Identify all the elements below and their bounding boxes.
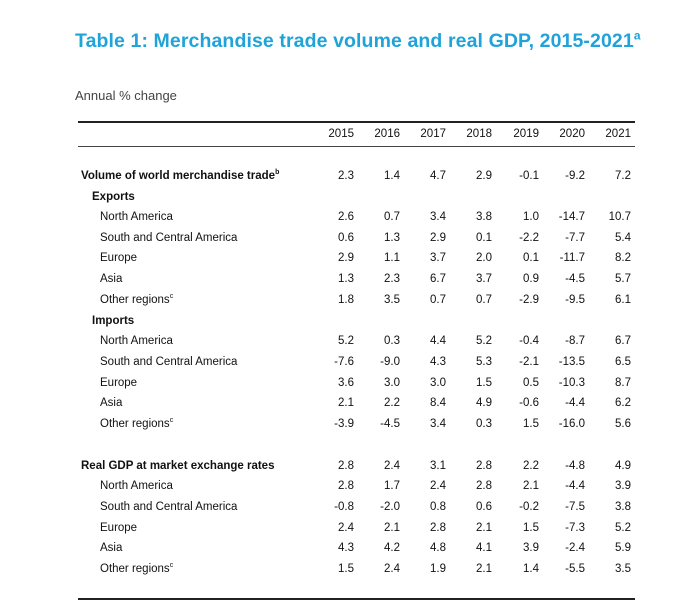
table-cell: 3.9 — [523, 542, 539, 554]
column-header: 2017 — [420, 128, 446, 140]
table-cell: 0.8 — [430, 501, 446, 513]
table-cell: 3.5 — [615, 563, 631, 575]
row-label — [100, 269, 122, 289]
table-cell: -7.5 — [565, 501, 585, 513]
table-cell: 6.1 — [615, 294, 631, 306]
row-label — [100, 207, 173, 227]
table-cell: -9.5 — [565, 294, 585, 306]
table-cell: 2.4 — [338, 522, 354, 534]
table-cell: 3.7 — [476, 273, 492, 285]
table-cell: 3.6 — [338, 377, 354, 389]
table-cell: 1.1 — [384, 252, 400, 264]
table-cell: 4.9 — [615, 460, 631, 472]
column-header: 2016 — [374, 128, 400, 140]
row-label — [92, 187, 135, 207]
table-cell: -0.1 — [519, 170, 539, 182]
table-cell: 2.8 — [430, 522, 446, 534]
table-header-row — [0, 124, 681, 144]
table-row — [0, 476, 681, 496]
table-cell: -11.7 — [559, 252, 585, 264]
table-cell: -0.2 — [519, 501, 539, 513]
table-cell: 4.8 — [430, 542, 446, 554]
table-cell: 6.5 — [615, 356, 631, 368]
table-cell: -2.1 — [519, 356, 539, 368]
table-cell: 0.7 — [476, 294, 492, 306]
table-cell: 8.7 — [615, 377, 631, 389]
row-label-text: Other regions — [100, 563, 170, 575]
table-cell: 5.2 — [338, 335, 354, 347]
table-top-rule — [78, 121, 635, 123]
row-label-text: Other regions — [100, 418, 170, 430]
table-cell: 1.5 — [476, 377, 492, 389]
table-cell: 4.9 — [476, 397, 492, 409]
row-label — [100, 331, 173, 351]
table-cell: 2.1 — [476, 522, 492, 534]
table-cell: -4.5 — [380, 418, 400, 430]
section-row — [0, 166, 681, 186]
row-label-text: North America — [100, 480, 173, 492]
table-cell: 5.9 — [615, 542, 631, 554]
table-cell: 1.5 — [338, 563, 354, 575]
table-cell: 0.3 — [384, 335, 400, 347]
table-cell: 6.7 — [615, 335, 631, 347]
table-row — [0, 352, 681, 372]
table-cell: 2.9 — [476, 170, 492, 182]
row-label-text: North America — [100, 211, 173, 223]
table-cell: 3.8 — [476, 211, 492, 223]
row-label — [81, 456, 274, 476]
row-label — [100, 497, 237, 517]
table-cell: -9.2 — [565, 170, 585, 182]
table-cell: 2.1 — [338, 397, 354, 409]
table-bottom-rule — [78, 598, 635, 600]
row-label — [100, 476, 173, 496]
table-subtitle: Annual % change — [75, 88, 177, 103]
table-row — [0, 373, 681, 393]
table-row — [0, 331, 681, 351]
table-cell: 2.3 — [338, 170, 354, 182]
table-cell: 2.8 — [338, 480, 354, 492]
row-label — [92, 311, 134, 331]
table-cell: -0.4 — [519, 335, 539, 347]
table-cell: 1.9 — [430, 563, 446, 575]
row-label-text: Europe — [100, 252, 138, 264]
table-cell: -14.7 — [558, 211, 585, 223]
table-cell: -13.5 — [558, 356, 585, 368]
table-cell: -4.4 — [565, 480, 585, 492]
table-cell: 0.6 — [476, 501, 492, 513]
row-label-text: South and Central America — [100, 232, 238, 244]
table-cell: 2.9 — [430, 232, 446, 244]
table-cell: 0.1 — [476, 232, 492, 244]
table-cell: 2.3 — [384, 273, 400, 285]
row-label-text: Volume of world merchandise trade — [81, 170, 276, 182]
table-cell: 1.5 — [523, 522, 539, 534]
row-label-text: North America — [100, 335, 173, 347]
row-label-text: Asia — [100, 273, 123, 285]
column-header: 2020 — [559, 128, 585, 140]
row-label-footnote: c — [169, 562, 174, 570]
row-label — [81, 166, 279, 186]
row-label — [100, 248, 137, 268]
table-cell: 5.2 — [476, 335, 492, 347]
table-cell: -2.0 — [380, 501, 400, 513]
row-label — [100, 290, 173, 310]
table-cell: 2.4 — [430, 480, 446, 492]
table-row — [0, 497, 681, 517]
table-cell: 0.7 — [430, 294, 446, 306]
table-cell: 4.2 — [384, 542, 400, 554]
table-cell: 0.6 — [338, 232, 354, 244]
table-cell: 4.1 — [476, 542, 492, 554]
table-cell: 10.7 — [608, 211, 631, 223]
subsection-row — [0, 187, 681, 207]
row-label-text: South and Central America — [100, 356, 238, 368]
table-cell: 5.2 — [615, 522, 631, 534]
table-cell: -2.9 — [519, 294, 539, 306]
table-cell: 1.7 — [384, 480, 400, 492]
table-cell: 5.3 — [476, 356, 492, 368]
table-cell: 6.2 — [615, 397, 631, 409]
table-cell: 2.1 — [523, 480, 539, 492]
table-cell: 1.5 — [523, 418, 539, 430]
table-cell: 2.2 — [523, 460, 539, 472]
table-cell: 0.1 — [523, 252, 539, 264]
row-label-footnote: c — [169, 417, 174, 425]
table-cell: 1.4 — [523, 563, 539, 575]
table-cell: -4.8 — [565, 460, 585, 472]
table-cell: -7.6 — [334, 356, 354, 368]
table-cell: 3.4 — [430, 418, 446, 430]
table-cell: 3.5 — [384, 294, 400, 306]
table-cell: 2.8 — [338, 460, 354, 472]
table-cell: -3.9 — [334, 418, 354, 430]
row-label-text: South and Central America — [100, 501, 238, 513]
table-title — [75, 27, 655, 55]
table-cell: 2.8 — [476, 480, 492, 492]
table-cell: -2.4 — [565, 542, 585, 554]
row-label — [100, 414, 173, 434]
table-cell: 6.7 — [430, 273, 446, 285]
table-cell: 0.5 — [523, 377, 539, 389]
table-cell: 5.4 — [615, 232, 631, 244]
row-label-text: Asia — [100, 397, 123, 409]
table-cell: 8.2 — [615, 252, 631, 264]
table-cell: -7.3 — [565, 522, 585, 534]
table-cell: 1.0 — [523, 211, 539, 223]
table-cell: -2.2 — [519, 232, 539, 244]
table-cell: 2.1 — [384, 522, 400, 534]
table-cell: 4.3 — [430, 356, 446, 368]
table-cell: -4.4 — [565, 397, 585, 409]
table-header-rule — [78, 146, 635, 147]
table-row — [0, 290, 681, 310]
table-row — [0, 248, 681, 268]
column-header: 2015 — [328, 128, 354, 140]
table-cell: 2.2 — [384, 397, 400, 409]
table-cell: 2.0 — [476, 252, 492, 264]
table-cell: 5.6 — [615, 418, 631, 430]
row-label — [100, 373, 137, 393]
table-cell: 4.7 — [430, 170, 446, 182]
table-cell: 8.4 — [430, 397, 446, 409]
table-cell: -7.7 — [565, 232, 585, 244]
row-label-footnote: b — [275, 169, 280, 177]
table-cell: 1.3 — [384, 232, 400, 244]
row-label-text: Other regions — [100, 294, 170, 306]
row-label-text: Exports — [92, 191, 135, 203]
table-cell: 0.7 — [384, 211, 400, 223]
table-cell: 3.8 — [615, 501, 631, 513]
table-row — [0, 414, 681, 434]
subsection-row — [0, 311, 681, 331]
table-cell: -4.5 — [565, 273, 585, 285]
table-cell: -10.3 — [558, 377, 585, 389]
table-cell: 4.3 — [338, 542, 354, 554]
table-cell: 2.9 — [338, 252, 354, 264]
table-cell: 2.4 — [384, 460, 400, 472]
table-row — [0, 207, 681, 227]
table-cell: 2.6 — [338, 211, 354, 223]
row-label — [100, 538, 122, 558]
table-cell: 2.1 — [476, 563, 492, 575]
table-title-text: Table 1: Merchandise trade volume and real GDP, 2015-2021 — [75, 30, 634, 52]
row-label-text: Asia — [100, 542, 123, 554]
table-title-footnote: a — [633, 28, 641, 43]
table-cell: 4.4 — [430, 335, 446, 347]
table-cell: -0.6 — [519, 397, 539, 409]
table-row — [0, 269, 681, 289]
table-cell: -0.8 — [334, 501, 354, 513]
table-cell: 3.7 — [430, 252, 446, 264]
row-label-text: Real GDP at market exchange rates — [81, 460, 275, 472]
table-cell: 2.8 — [476, 460, 492, 472]
table-cell: -9.0 — [380, 356, 400, 368]
table-cell: 2.4 — [384, 563, 400, 575]
column-header: 2018 — [466, 128, 492, 140]
table-cell: 0.3 — [476, 418, 492, 430]
row-label — [100, 518, 137, 538]
table-cell: 3.1 — [430, 460, 446, 472]
table-row — [0, 559, 681, 579]
table-cell: 3.0 — [384, 377, 400, 389]
row-label — [100, 352, 237, 372]
table-cell: -8.7 — [565, 335, 585, 347]
column-header: 2019 — [513, 128, 539, 140]
row-label-text: Europe — [100, 377, 138, 389]
table-cell: 3.9 — [615, 480, 631, 492]
table-cell: 0.9 — [523, 273, 539, 285]
table-cell: 7.2 — [615, 170, 631, 182]
table-row — [0, 538, 681, 558]
row-label-footnote: c — [169, 293, 174, 301]
row-label — [100, 559, 173, 579]
row-label-text: Imports — [92, 315, 135, 327]
table-cell: -5.5 — [565, 563, 585, 575]
table-cell: 1.4 — [384, 170, 400, 182]
table-cell: 1.3 — [338, 273, 354, 285]
table-row — [0, 228, 681, 248]
column-header: 2021 — [605, 128, 631, 140]
row-label — [100, 228, 237, 248]
table-cell: 5.7 — [615, 273, 631, 285]
table-cell: 1.8 — [338, 294, 354, 306]
table-cell: 3.0 — [430, 377, 446, 389]
table-cell: -16.0 — [558, 418, 585, 430]
table-cell: 3.4 — [430, 211, 446, 223]
table-row — [0, 393, 681, 413]
table-row — [0, 518, 681, 538]
row-label — [100, 393, 122, 413]
section-row — [0, 456, 681, 476]
row-label-text: Europe — [100, 522, 138, 534]
